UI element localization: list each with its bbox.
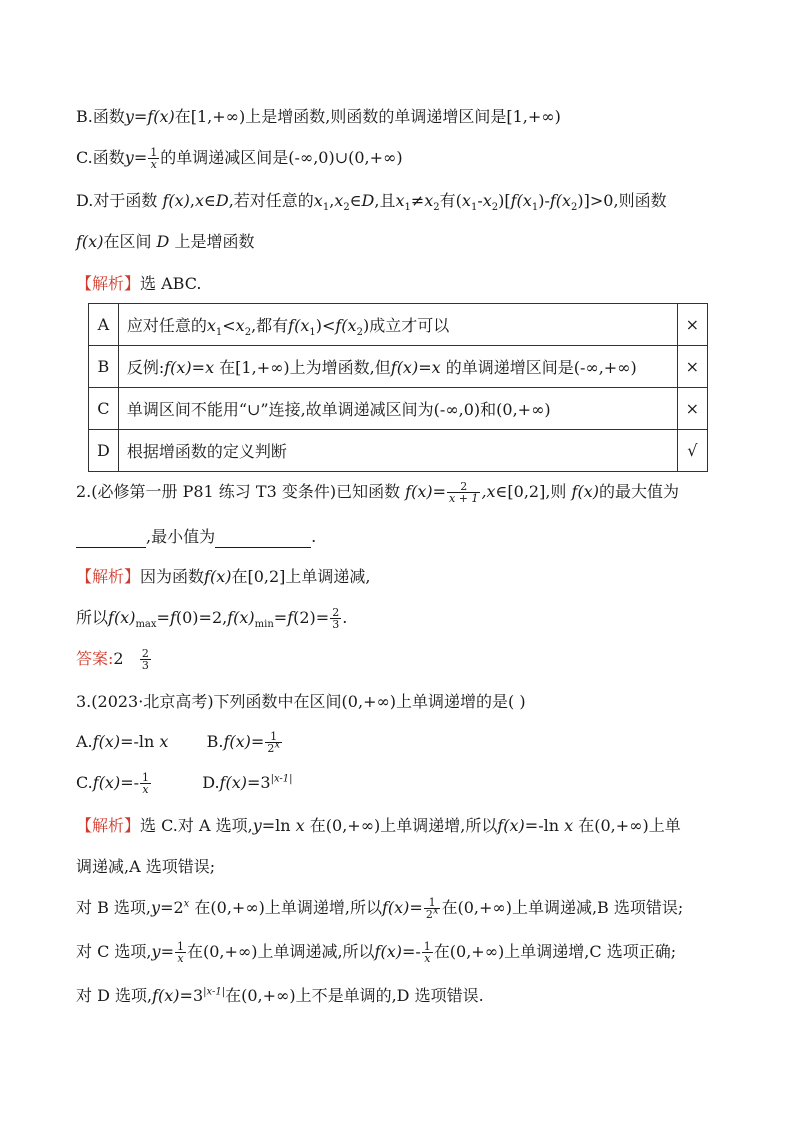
- analysis-text: 在(0,+∞)上单调递增,所以: [304, 816, 498, 835]
- fraction-numerator: 1: [424, 897, 441, 909]
- math-fx-eq-x: f(x)=x: [390, 358, 441, 377]
- right-paren: ): [315, 316, 322, 335]
- math-fx: f(x): [497, 816, 525, 835]
- math-d: D: [156, 232, 170, 251]
- fraction-denominator: 2: [425, 908, 433, 921]
- math-x: x: [564, 816, 574, 835]
- math-x: x: [334, 191, 344, 210]
- superscript-abs: |x-1|: [203, 986, 226, 998]
- math-x: x: [395, 191, 405, 210]
- q3-options-ab: [76, 731, 283, 754]
- analysis-text: (2)=: [293, 608, 330, 627]
- reason-text: 成立才可以: [369, 316, 450, 335]
- subscript-max: max: [135, 619, 157, 631]
- analysis-text: (0)=2,: [175, 608, 228, 627]
- analysis-text: 对 C 选项,: [76, 942, 152, 961]
- fraction-1-over-2-pow-x: [424, 897, 441, 920]
- q1-option-d-minus: -: [544, 191, 550, 210]
- fraction-numerator: 2: [332, 606, 340, 619]
- option-label: A.: [76, 732, 93, 751]
- q1-option-d-line-1: [76, 190, 667, 212]
- judgement-cell: ×: [677, 346, 707, 388]
- math-fx: f(x): [571, 482, 599, 501]
- table-row: [89, 346, 708, 388]
- subscript-2: 2: [433, 202, 440, 214]
- analysis-text: 选 C.对 A 选项,: [140, 816, 253, 835]
- analysis-text: 因为函数: [140, 567, 205, 586]
- math-fx: f(x): [227, 608, 255, 627]
- subscript-2: 2: [244, 327, 252, 339]
- fraction-denominator: 2: [267, 742, 275, 755]
- math-fx: f(x): [152, 986, 180, 1005]
- equals: =: [273, 608, 288, 627]
- math-x: x: [206, 316, 216, 335]
- math-x: x: [424, 191, 434, 210]
- q1-option-d-text-8: 上是增函数: [174, 232, 255, 251]
- q1-option-d-text-5: )[: [498, 191, 511, 210]
- analysis-tag: 【解析】: [76, 816, 141, 835]
- q1-option-d-line-2: [76, 231, 254, 253]
- fraction-denominator: 3: [332, 618, 340, 631]
- fraction-numerator: 1: [176, 940, 184, 953]
- q1-option-b-text-1: B.函数: [76, 107, 125, 126]
- q1-option-b-text-2: 在[1,+∞)上是增函数,则函数的单调递增区间是[1,+∞): [174, 107, 561, 126]
- analysis-text: =2: [160, 898, 184, 917]
- reason-text: 反例:: [126, 358, 165, 377]
- math-fx: f(x): [92, 773, 121, 792]
- math-x: x: [159, 732, 169, 751]
- math-y: y: [252, 816, 262, 835]
- reason-text: 的单调递增区间是(-∞,+∞): [440, 358, 637, 377]
- q2-analysis-line-1: [76, 566, 371, 588]
- q2-stem: [76, 481, 679, 504]
- analysis-text: 在(0,+∞)上单: [573, 816, 681, 835]
- less-than: <: [321, 316, 336, 335]
- option-cell: C: [89, 388, 119, 430]
- analysis-text: 对 B 选项,: [76, 898, 152, 917]
- analysis-tag: 【解析】: [76, 274, 141, 293]
- judgement-cell: ×: [677, 388, 707, 430]
- equals: =: [432, 482, 447, 501]
- right-paren: ): [538, 191, 545, 210]
- analysis-table: [88, 303, 708, 472]
- q3-analysis-line-1: [76, 815, 681, 837]
- analysis-text: 选 ABC.: [140, 274, 202, 293]
- math-x: x: [461, 191, 471, 210]
- q3-analysis-line-5: [76, 985, 484, 1007]
- q3-analysis-line-3: [76, 897, 683, 920]
- option-expr: =3: [246, 773, 271, 792]
- table-row: [89, 388, 708, 430]
- subscript-2: 2: [343, 202, 350, 214]
- q3-stem-text: 3.(2023·北京高考)下列函数中在区间(0,+∞)上单调递增的是( ): [76, 692, 526, 711]
- fraction-2-over-3: [330, 607, 341, 630]
- q1-option-d-text-3: ,且: [374, 191, 396, 210]
- analysis-text: 在[0,2]上单调递减,: [231, 567, 371, 586]
- q3-analysis-line-2: [76, 856, 215, 878]
- fraction-denominator: x: [177, 952, 184, 965]
- analysis-text: 在(0,+∞)上单调递减,所以: [186, 942, 375, 961]
- option-label: C.: [76, 773, 93, 792]
- equals: =: [409, 898, 423, 917]
- q1-option-d-in: ∈: [204, 191, 216, 210]
- fraction-denominator: x: [424, 952, 431, 965]
- q1-option-d-comma: ,: [189, 191, 195, 210]
- math-fx-eq-x: f(x)=x: [164, 358, 215, 377]
- analysis-text: =ln: [261, 816, 291, 835]
- analysis-text: 在(0,+∞)上单调递减,B 选项错误;: [441, 898, 684, 917]
- answer-label: 答案:: [76, 649, 114, 668]
- fraction-denominator: x: [150, 158, 157, 171]
- math-x: x: [235, 316, 245, 335]
- q1-option-d-text-4: 有(: [439, 191, 462, 210]
- math-x: x: [295, 816, 305, 835]
- math-x: x: [482, 191, 492, 210]
- q2-stem-text-4: ,最小值为: [146, 527, 216, 546]
- q1-option-d-text-6: ]>0,则函数: [583, 191, 667, 210]
- table-row: [89, 430, 708, 472]
- q1-option-b: B.函数y=f(x)在[1,+∞)上是增函数,则函数的单调递增区间是[1,+∞): [76, 107, 561, 126]
- q1-option-c-text-2: 的单调递减区间是(-∞,0)∪(0,+∞): [160, 148, 403, 167]
- reason-cell: 根据增函数的定义判断: [118, 430, 677, 472]
- min-value-blank[interactable]: [215, 531, 311, 548]
- equals: =: [250, 732, 265, 751]
- fraction-1-over-2-pow-x: [265, 731, 282, 754]
- fraction-numerator: 2: [447, 481, 480, 493]
- superscript-abs: |x-1|: [270, 773, 293, 785]
- subscript-1: 1: [531, 202, 539, 214]
- fraction-numerator: 1: [142, 771, 150, 784]
- option-expr: =-: [401, 942, 421, 961]
- math-fx: f(x): [374, 942, 402, 961]
- q2-stem-text-3: 的最大值为: [598, 482, 679, 501]
- reason-text: ,都有: [251, 316, 289, 335]
- fraction-denominator: 3: [141, 659, 149, 672]
- reason-text: 应对任意的: [126, 316, 207, 335]
- answer-min-fraction: [140, 648, 151, 671]
- math-x: x: [313, 191, 323, 210]
- subscript-2: 2: [356, 327, 363, 339]
- right-paren: ): [362, 316, 370, 335]
- subscript-1: 1: [309, 327, 316, 339]
- fraction-1-over-x: [175, 941, 186, 964]
- fraction-numerator: 1: [150, 146, 158, 159]
- fraction-denominator: x + 1: [449, 492, 479, 505]
- analysis-text: 在(0,+∞)上单调递增,C 选项正确;: [433, 942, 677, 961]
- q2-stem-text-2: ∈[0,2],则: [495, 482, 567, 501]
- subscript-1: 1: [470, 202, 478, 214]
- reason-text: 在[1,+∞)上为增函数,但: [214, 358, 391, 377]
- reason-cell: [118, 346, 677, 388]
- option-label: D.: [202, 773, 220, 792]
- math-f: f: [169, 608, 176, 627]
- fraction-denominator: x: [142, 783, 149, 796]
- q1-option-d-text-1: D.对于函数: [76, 191, 158, 210]
- math-d: D: [215, 191, 229, 210]
- analysis-text: 所以: [76, 608, 109, 627]
- math-d: D: [361, 191, 375, 210]
- q1-option-c-text-1: C.函数: [76, 148, 125, 167]
- analysis-text: 调递减,A 选项错误;: [76, 857, 216, 876]
- answer-max: 2: [113, 649, 124, 668]
- q1-option-d-text-7: 在区间: [103, 232, 152, 251]
- fraction-1-over-x: [422, 941, 433, 964]
- analysis-text: 在(0,+∞)上单调递增,所以: [194, 898, 382, 917]
- math-fx: f(x): [204, 567, 232, 586]
- math-f: f: [287, 608, 294, 627]
- fraction-numerator: 2: [141, 647, 149, 660]
- analysis-text: 在(0,+∞)上不是单调的,D 选项错误.: [225, 986, 484, 1005]
- q3-options-cd: [76, 772, 293, 795]
- math-y: y: [151, 898, 161, 917]
- fraction-1-over-x: [148, 147, 159, 170]
- judgement-cell: √: [677, 430, 707, 472]
- math-fx: f(x): [108, 608, 136, 627]
- math-y: y: [124, 148, 134, 167]
- math-fx: f(x): [381, 898, 410, 917]
- math-fx: f(x): [147, 107, 175, 126]
- subscript-1: 1: [322, 202, 330, 214]
- equals: =: [156, 608, 170, 627]
- analysis-text: 对 D 选项,: [76, 986, 153, 1005]
- q1-option-d-in: ∈: [349, 191, 362, 210]
- q2-stem-text-1: 2.(必修第一册 P81 练习 T3 变条件)已知函数: [76, 482, 401, 501]
- option-cell: B: [89, 346, 119, 388]
- q1-option-d-text-2: ,若对任意的: [228, 191, 314, 210]
- max-value-blank[interactable]: [76, 531, 146, 548]
- less-than: <: [222, 316, 236, 335]
- fraction-numerator: 1: [265, 731, 282, 743]
- q1-option-c: C.函数y= $\frac{1}{x}$ 的单调递减区间是(-∞,0)∪(0,+∞): [76, 146, 403, 171]
- subscript-2: 2: [491, 202, 499, 214]
- q2-stem-text-5: .: [311, 527, 317, 546]
- reason-cell: [118, 304, 677, 346]
- right-paren: ): [577, 191, 584, 210]
- math-x: ,x: [481, 482, 496, 501]
- math-fx: f(x): [405, 482, 433, 501]
- equals: =: [160, 942, 174, 961]
- q1-option-d-comma: ,: [329, 191, 335, 210]
- analysis-tag: 【解析】: [76, 567, 141, 586]
- table-row: [89, 304, 708, 346]
- math-fx1: f(x: [288, 316, 310, 335]
- math-fx: f(x): [219, 773, 247, 792]
- reason-cell: 单调区间不能用“∪”连接,故单调递减区间为(-∞,0)和(0,+∞): [118, 388, 677, 430]
- analysis-text: =3: [179, 986, 204, 1005]
- q2-stem-line-2: [76, 526, 316, 548]
- math-y: y: [151, 942, 161, 961]
- q1-option-d-minus: -: [477, 191, 483, 210]
- subscript-min: min: [254, 619, 274, 631]
- math-fx: f(x): [162, 191, 190, 210]
- superscript-x: x: [183, 898, 190, 910]
- subscript-1: 1: [215, 327, 223, 339]
- option-cell: D: [89, 430, 119, 472]
- q3-analysis-line-4: [76, 941, 676, 964]
- math-y: y: [124, 107, 134, 126]
- math-x: x: [194, 191, 205, 210]
- math-fx: f(x): [76, 232, 104, 251]
- math-fx: f(x): [92, 732, 121, 751]
- superscript-x: x: [274, 739, 280, 751]
- superscript-x: x: [432, 905, 439, 917]
- option-expr: =-ln: [120, 732, 155, 751]
- q2-analysis-line-2: 所以$f(x)_{max}=f(0)=2,f(x)_{min}=f(2)=$ $\frac{2}{3}$ .: [76, 606, 348, 631]
- math-fx2: f(x: [549, 191, 572, 210]
- q1-option-d-neq: ≠: [410, 191, 425, 210]
- fraction-numerator: 1: [423, 940, 431, 953]
- option-label: B.: [206, 732, 224, 751]
- analysis-text: =-ln: [524, 816, 560, 835]
- math-fx2: f(x: [335, 316, 357, 335]
- math-fx: f(x): [223, 732, 251, 751]
- judgement-cell: ×: [677, 304, 707, 346]
- fraction-2-over-x-plus-1: [447, 481, 480, 504]
- option-expr: =-: [120, 773, 140, 792]
- q2-answer: [76, 648, 152, 671]
- q3-stem: [76, 691, 526, 713]
- subscript-2: 2: [571, 202, 578, 214]
- q1-analysis: [76, 273, 201, 295]
- fraction-1-over-x: [140, 772, 151, 795]
- math-fx1: f(x: [510, 191, 532, 210]
- option-cell: A: [89, 304, 119, 346]
- subscript-1: 1: [404, 202, 411, 214]
